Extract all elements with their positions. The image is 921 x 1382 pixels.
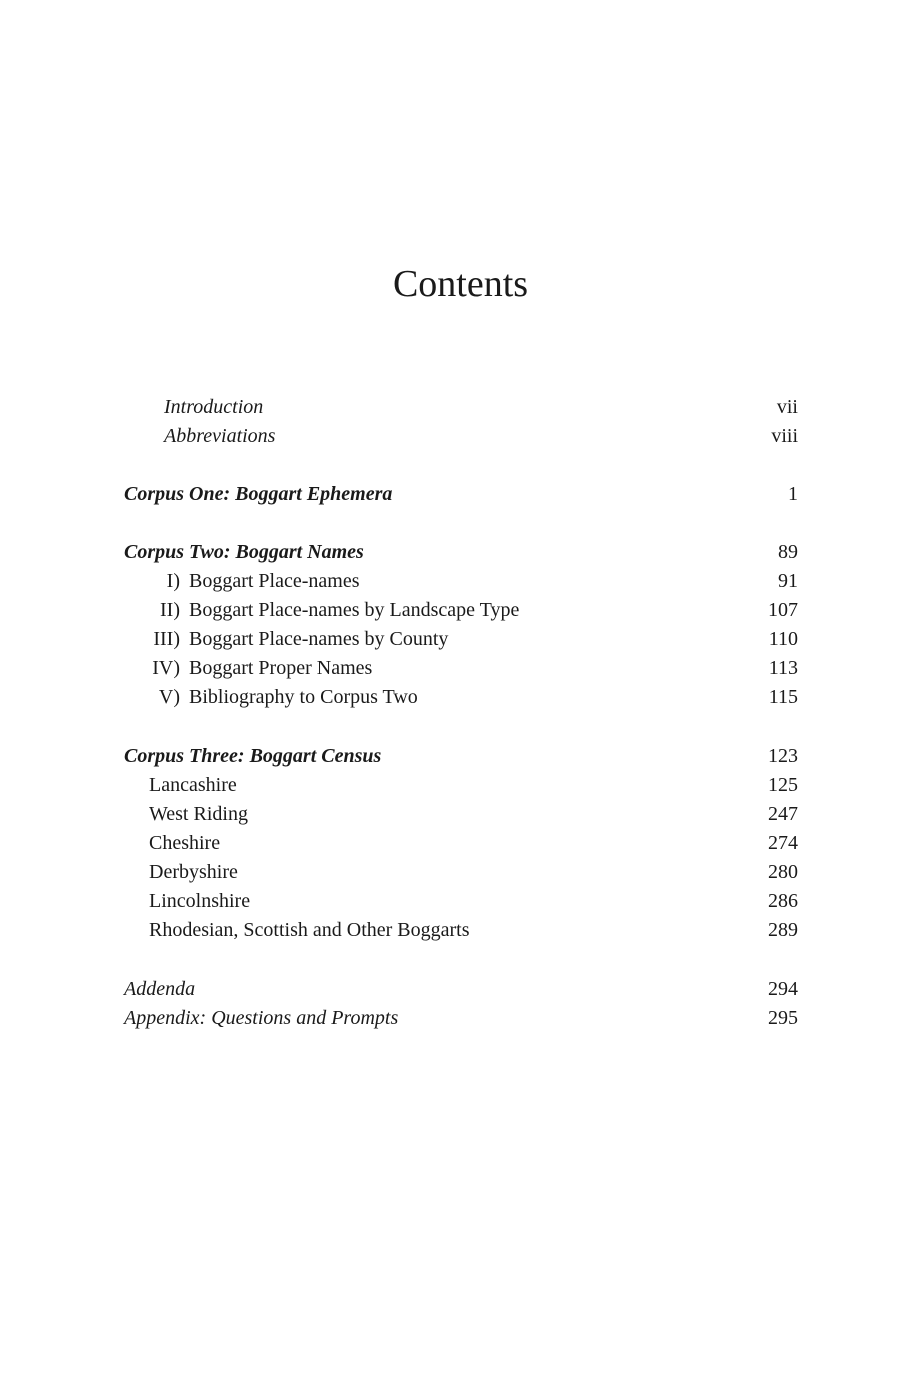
toc-entry-page: 125 — [768, 774, 798, 796]
toc-entry-page: vii — [776, 396, 798, 418]
toc-entry-page: 91 — [778, 570, 798, 592]
toc-entry-derbyshire[interactable] — [124, 858, 798, 887]
toc-entry-corpus-two[interactable] — [124, 538, 798, 567]
toc-entry-label: Lincolnshire — [149, 890, 251, 912]
toc-entry-label: Abbreviations — [164, 425, 276, 447]
toc-entry-numeral: I) — [166, 570, 180, 592]
toc-entry-label: Derbyshire — [149, 861, 238, 883]
toc-entry-page: 1 — [788, 483, 798, 505]
toc-entry-page: 113 — [768, 657, 798, 679]
toc-section-heading: Corpus Two: Boggart Names — [124, 541, 364, 563]
toc-entry-corpus-three[interactable] — [124, 742, 798, 771]
toc-entry-label: Boggart Proper Names — [189, 657, 373, 679]
toc-entry-lincolnshire[interactable] — [124, 887, 798, 916]
toc-entry-west-riding[interactable] — [124, 800, 798, 829]
toc-entry-proper-names[interactable] — [124, 654, 798, 683]
toc-entry-label: Introduction — [164, 396, 264, 418]
toc-entry-other-boggarts[interactable] — [124, 916, 798, 945]
toc-entry-numeral: II) — [160, 599, 180, 621]
toc-entry-introduction[interactable] — [124, 393, 798, 422]
toc-section-heading: Corpus Three: Boggart Census — [124, 745, 382, 767]
toc-entry-label: Addenda — [124, 978, 196, 1000]
toc-entry-label: Bibliography to Corpus Two — [189, 686, 418, 708]
toc-entry-page: 123 — [768, 745, 798, 767]
toc-entry-label: Lancashire — [149, 774, 237, 796]
toc-entry-label: Rhodesian, Scottish and Other Boggarts — [149, 919, 470, 941]
toc-entry-by-county[interactable] — [124, 625, 798, 654]
toc-entry-landscape-type[interactable] — [124, 596, 798, 625]
toc-entry-numeral: IV) — [152, 657, 180, 679]
toc-entry-page: 295 — [768, 1007, 798, 1029]
toc-entry-appendix[interactable] — [124, 1004, 798, 1033]
toc-entry-abbreviations[interactable] — [124, 422, 798, 451]
toc-entry-page: 247 — [768, 803, 798, 825]
toc-entry-label: Boggart Place-names — [189, 570, 360, 592]
toc-entry-place-names[interactable] — [124, 567, 798, 596]
toc-entry-bibliography[interactable] — [124, 683, 798, 712]
toc-entry-page: 89 — [778, 541, 798, 563]
toc-entry-label: West Riding — [149, 803, 248, 825]
page-title: Contents — [392, 263, 529, 305]
toc-entry-cheshire[interactable] — [124, 829, 798, 858]
toc-entry-page: viii — [771, 425, 798, 447]
toc-entry-page: 274 — [768, 832, 798, 854]
toc-entry-label: Cheshire — [149, 832, 221, 854]
toc-entry-page: 107 — [768, 599, 798, 621]
toc-entry-numeral: V) — [158, 686, 180, 708]
toc-entry-label: Boggart Place-names by County — [189, 628, 449, 650]
toc-entry-page: 280 — [768, 861, 798, 883]
toc-entry-addenda[interactable] — [124, 975, 798, 1004]
toc-entry-page: 115 — [768, 686, 798, 708]
toc-entry-numeral: III) — [153, 628, 180, 650]
toc-section-heading: Corpus One: Boggart Ephemera — [124, 483, 393, 505]
toc-entry-page: 289 — [768, 919, 798, 941]
toc-entry-lancashire[interactable] — [124, 771, 798, 800]
toc-entry-page: 294 — [768, 978, 798, 1000]
toc-entry-corpus-one[interactable] — [124, 480, 798, 509]
toc-entry-page: 286 — [768, 890, 798, 912]
toc-entry-label: Boggart Place-names by Landscape Type — [189, 599, 520, 621]
toc-entry-label: Appendix: Questions and Prompts — [124, 1007, 399, 1029]
toc-entry-page: 110 — [768, 628, 798, 650]
